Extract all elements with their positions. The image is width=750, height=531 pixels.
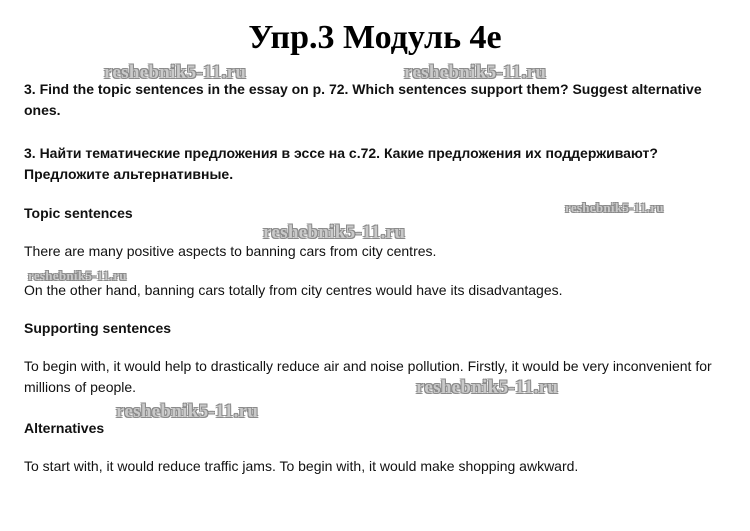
topic-sentence-2: On the other hand, banning cars totally from city centres would have its disadvantages. xyxy=(24,282,563,298)
alternatives-text: To start with, it would reduce traffic jams. To begin with, it would make shopping awkward. xyxy=(24,458,579,474)
watermark: reshebnik5-11.ru xyxy=(565,200,664,215)
watermark: reshebnik5-11.ru xyxy=(116,401,259,422)
task-english: 3. Find the topic sentences in the essay on p. 72. Which sentences support them? Suggest alternative ones. xyxy=(24,81,702,118)
watermark: reshebnik5-11.ru xyxy=(104,62,247,83)
watermark: reshebnik5-11.ru xyxy=(404,62,547,83)
watermark: reshebnik5-11.ru xyxy=(416,377,559,398)
alternatives-heading: Alternatives xyxy=(24,420,105,436)
task-russian: 3. Найти тематические предложения в эссе на с.72. Какие предложения их поддерживают? Предложите альтернативные. xyxy=(24,145,658,182)
supporting-sentences-text: To begin with, it would help to drastically reduce air and noise pollution. Firstly, it would be very inconvenient for millions of people. xyxy=(24,358,712,395)
topic-sentence-1: There are many positive aspects to banning cars from city centres. xyxy=(24,243,437,259)
watermark: reshebnik5-11.ru xyxy=(263,222,406,243)
watermark: reshebnik5-11.ru xyxy=(28,268,127,283)
page-title: Упр.3 Модуль 4е xyxy=(248,19,502,56)
topic-sentences-heading: Topic sentences xyxy=(24,205,133,221)
supporting-sentences-heading: Supporting sentences xyxy=(24,320,172,336)
